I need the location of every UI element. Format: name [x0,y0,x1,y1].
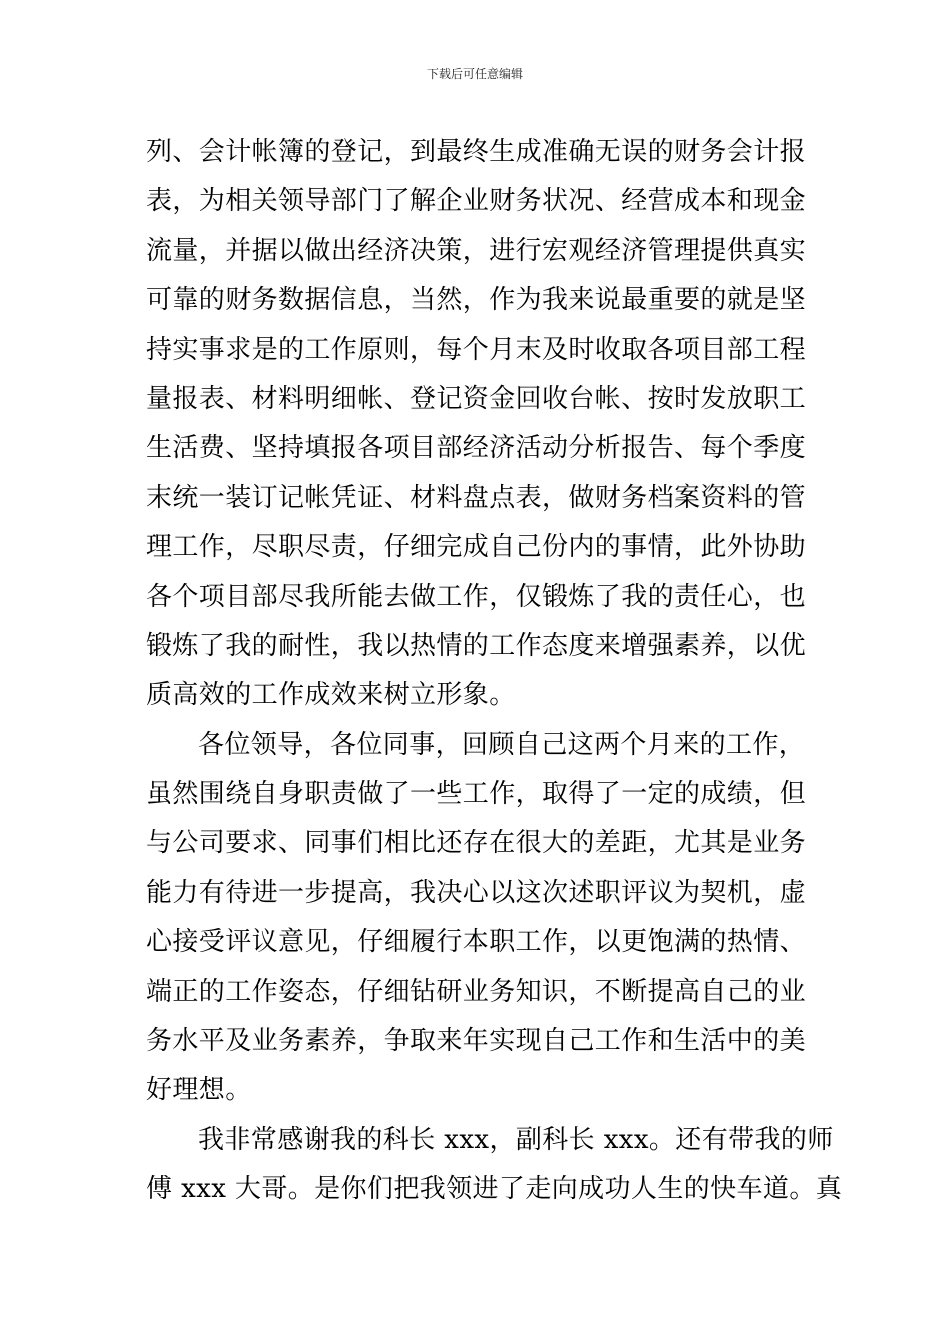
page-header: 下载后可任意编辑 [426,67,523,81]
text-line: 可靠的财务数据信息，当然，作为我来说最重要的就是坚 [146,285,807,316]
text-line: 端正的工作姿态，仔细钻研业务知识，不断提高自己的业 [146,976,807,1007]
text-line: 傅 xxx 大哥。是你们把我领进了走向成功人生的快车道。真 [146,1174,843,1205]
document-body [146,128,843,1215]
text-line: 持实事求是的工作原则，每个月末及时收取各项目部工程 [146,334,807,365]
text-line: 与公司要求、同事们相比还存在很大的差距，尤其是业务 [146,828,807,859]
text-line: 好理想。 [146,1075,252,1106]
text-line: 虽然围绕自身职责做了一些工作，取得了一定的成绩，但 [146,779,807,810]
text-line: 生活费、坚持填报各项目部经济活动分析报告、每个季度 [146,433,807,464]
text-line: 流量，并据以做出经济决策，进行宏观经济管理提供真实 [146,235,807,266]
text-line: 理工作，尽职尽责，仔细完成自己份内的事情，此外协助 [146,532,807,563]
paragraph-first-line: 我非常感谢我的科长 xxx，副科长 xxx。还有带我的师 [198,1124,834,1155]
text-line: 务水平及业务素养，争取来年实现自己工作和生活中的美 [146,1026,807,1057]
text-line: 末统一装订记帐凭证、材料盘点表，做财务档案资料的管 [146,482,807,513]
text-line: 质高效的工作成效来树立形象。 [146,680,516,711]
text-line: 心接受评议意见，仔细履行本职工作，以更饱满的热情、 [146,927,807,958]
text-line: 各个项目部尽我所能去做工作，仅锻炼了我的责任心，也 [146,581,807,612]
text-line: 列、会计帐簿的登记，到最终生成准确无误的财务会计报 [146,137,807,167]
text-line: 表，为相关领导部门了解企业财务状况、经营成本和现金 [146,186,807,217]
text-line: 锻炼了我的耐性，我以热情的工作态度来增强素养，以优 [146,630,807,661]
paragraph-first-line: 各位领导，各位同事，回顾自己这两个月来的工作， [198,729,806,760]
text-line: 量报表、材料明细帐、登记资金回收台帐、按时发放职工 [146,383,807,414]
text-line: 能力有待进一步提高，我决心以这次述职评议为契机，虚 [146,877,807,908]
